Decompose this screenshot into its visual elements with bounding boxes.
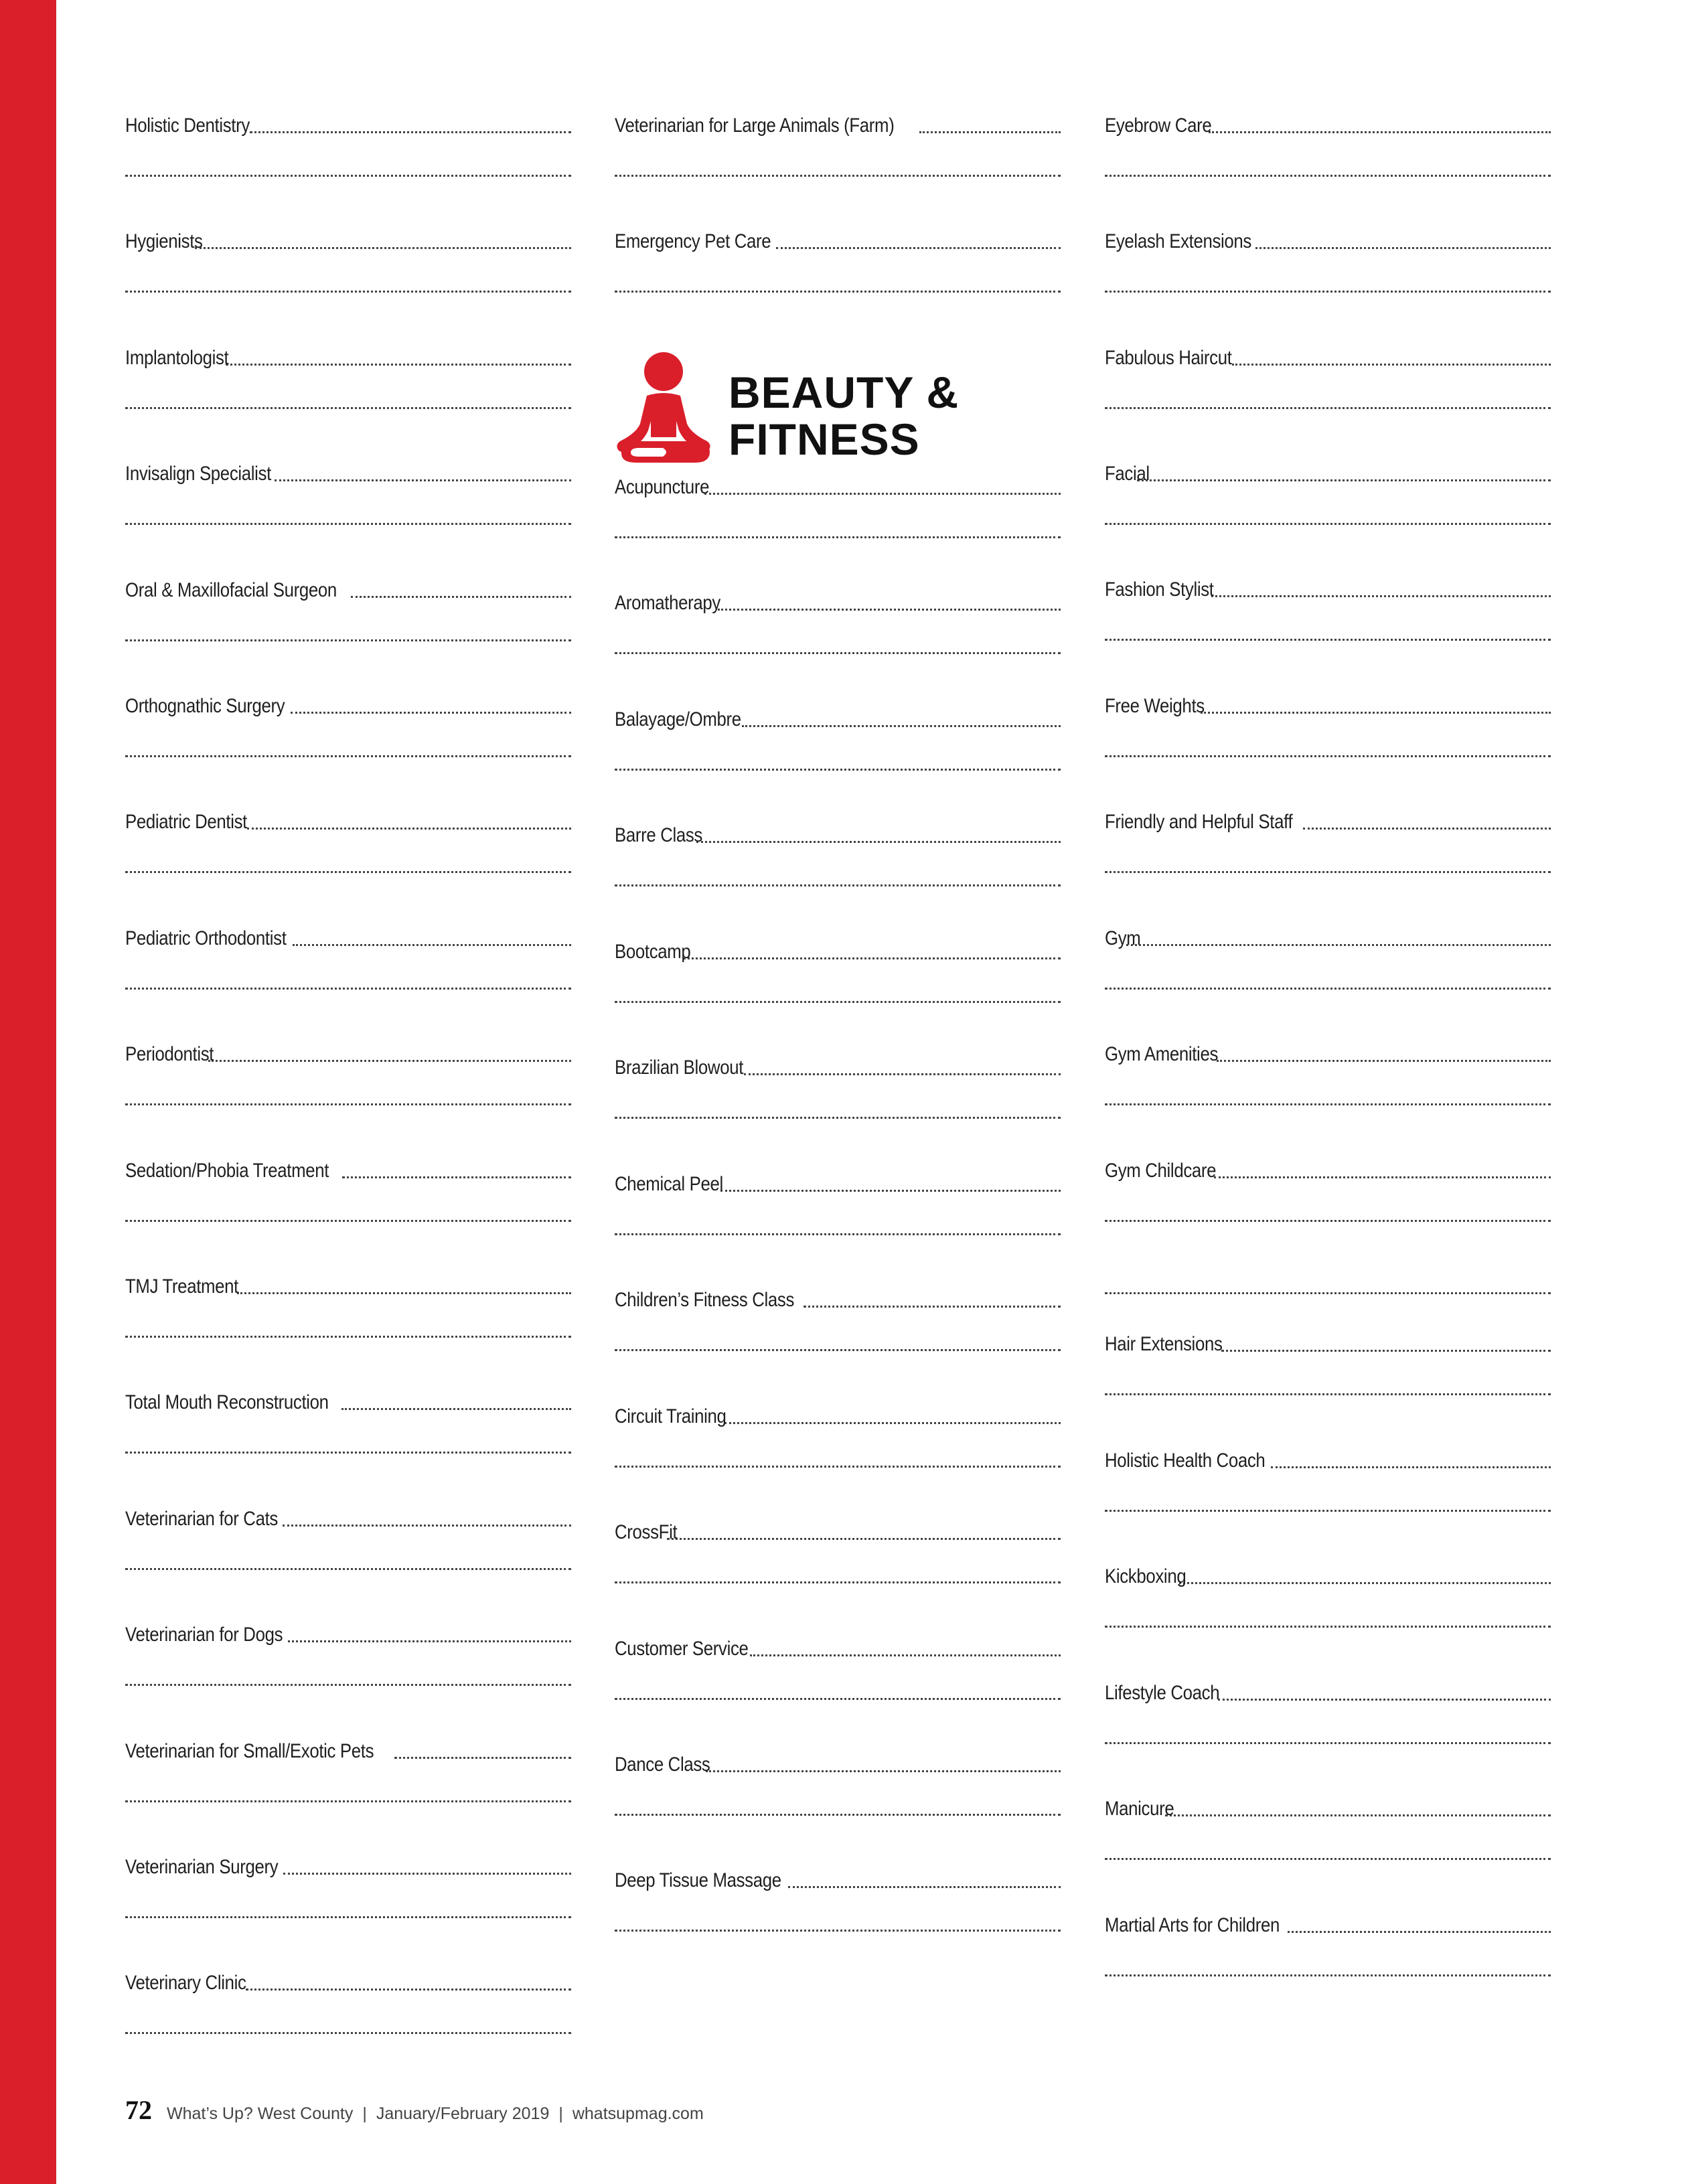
category-line xyxy=(125,1620,571,1646)
category-label: Veterinarian for Dogs xyxy=(125,1624,283,1646)
dotted-leader xyxy=(718,609,1061,611)
category-label: Brazilian Blowout xyxy=(615,1057,744,1079)
category-label: Sedation/Phobia Treatment xyxy=(125,1160,329,1182)
ballot-entry xyxy=(1105,1910,1551,1991)
answer-line[interactable] xyxy=(1105,407,1551,409)
category-label: Lifestyle Coach xyxy=(1105,1682,1220,1704)
dotted-leader xyxy=(1232,364,1551,366)
category-line xyxy=(615,1517,1061,1544)
dotted-leader xyxy=(291,712,571,714)
category-line xyxy=(125,1156,571,1182)
category-label: Emergency Pet Care xyxy=(615,230,771,252)
answer-line[interactable] xyxy=(615,1349,1061,1351)
answer-line[interactable] xyxy=(1105,871,1551,873)
category-line xyxy=(125,459,571,485)
category-label: Children’s Fitness Class xyxy=(615,1289,795,1311)
dotted-leader xyxy=(250,131,571,133)
ballot-entry xyxy=(125,1504,571,1584)
category-label: Eyelash Extensions xyxy=(1105,230,1251,252)
answer-line[interactable] xyxy=(1105,1742,1551,1744)
category-label: Dance Class xyxy=(615,1753,710,1776)
dotted-leader xyxy=(804,1306,1061,1308)
category-line xyxy=(1105,226,1551,253)
dotted-leader xyxy=(351,596,571,598)
ballot-entry xyxy=(615,472,1061,552)
ballot-entry xyxy=(125,459,571,539)
ballot-entry xyxy=(615,937,1061,1017)
category-label: Aromatherapy xyxy=(615,592,720,614)
dotted-leader xyxy=(1217,1060,1551,1062)
category-label: Holistic Dentistry xyxy=(125,114,250,137)
dotted-leader xyxy=(1126,944,1551,946)
category-label: Pediatric Orthodontist xyxy=(125,927,287,949)
category-label: Fashion Stylist xyxy=(1105,578,1214,601)
ballot-entry xyxy=(1105,1446,1551,1526)
ballot-entry xyxy=(125,343,571,423)
category-line xyxy=(125,1852,571,1879)
dotted-leader xyxy=(696,841,1061,843)
answer-line[interactable] xyxy=(615,536,1061,538)
dotted-leader xyxy=(683,957,1061,959)
answer-line[interactable] xyxy=(125,1684,571,1686)
answer-line[interactable] xyxy=(1105,291,1551,293)
answer-line[interactable] xyxy=(615,769,1061,771)
category-label: Barre Class xyxy=(615,824,702,846)
category-line xyxy=(125,1736,571,1763)
category-label: Facial xyxy=(1105,463,1150,485)
ballot-entry xyxy=(125,226,571,307)
dotted-leader xyxy=(247,828,571,830)
dotted-leader xyxy=(1214,1176,1551,1178)
ballot-entry xyxy=(1105,1561,1551,1642)
answer-line[interactable] xyxy=(1105,1220,1551,1222)
category-label: Total Mouth Reconstruction xyxy=(125,1391,329,1413)
category-line xyxy=(615,1865,1061,1892)
category-label: Implantologist xyxy=(125,347,229,369)
answer-line[interactable] xyxy=(1105,1626,1551,1628)
ballot-entry xyxy=(1105,459,1551,539)
ballot-entry xyxy=(1105,1794,1551,1874)
answer-line[interactable] xyxy=(125,291,571,293)
meditation-person-icon xyxy=(615,352,715,465)
answer-line[interactable] xyxy=(1105,988,1551,990)
answer-line[interactable] xyxy=(125,1452,571,1454)
category-label: CrossFit xyxy=(615,1521,678,1543)
category-line xyxy=(615,1169,1061,1196)
answer-line[interactable] xyxy=(1105,1103,1551,1105)
dotted-leader xyxy=(1201,712,1551,714)
category-line xyxy=(125,110,571,137)
ballot-entry xyxy=(125,1968,571,2048)
dotted-leader xyxy=(1288,1931,1551,1933)
dotted-leader xyxy=(208,1060,571,1062)
answer-line[interactable] xyxy=(1105,175,1551,177)
category-line xyxy=(1105,110,1551,137)
answer-line[interactable] xyxy=(1105,755,1551,757)
dotted-leader xyxy=(275,479,571,481)
category-line xyxy=(125,1039,571,1066)
dotted-leader xyxy=(744,1073,1061,1075)
answer-line[interactable] xyxy=(1105,1292,1551,1294)
dotted-leader xyxy=(776,247,1061,249)
category-label: Friendly and Helpful Staff xyxy=(1105,811,1293,833)
category-label: Veterinarian for Cats xyxy=(125,1508,278,1530)
dotted-leader xyxy=(1218,1699,1551,1701)
ballot-entry xyxy=(125,1271,571,1352)
category-label: Manicure xyxy=(1105,1798,1174,1820)
answer-line[interactable] xyxy=(615,1814,1061,1816)
category-line xyxy=(615,704,1061,731)
category-line xyxy=(615,1052,1061,1079)
category-line xyxy=(125,1504,571,1531)
ballot-entry xyxy=(615,1052,1061,1133)
category-line xyxy=(125,807,571,834)
category-line xyxy=(615,472,1061,499)
category-line xyxy=(615,1749,1061,1776)
category-line xyxy=(1105,1561,1551,1588)
category-label: Veterinarian Surgery xyxy=(125,1856,279,1878)
dotted-leader xyxy=(195,247,571,249)
dotted-leader xyxy=(293,944,571,946)
category-line xyxy=(1105,1329,1551,1356)
dotted-leader xyxy=(1165,1814,1551,1816)
category-label: Oral & Maxillofacial Surgeon xyxy=(125,579,337,601)
answer-line[interactable] xyxy=(125,1336,571,1338)
category-line xyxy=(1105,1039,1551,1066)
ballot-entry xyxy=(125,1039,571,1119)
ballot-entry xyxy=(1105,1678,1551,1758)
category-label: Invisalign Specialist xyxy=(125,463,271,485)
answer-line[interactable] xyxy=(125,639,571,641)
dotted-leader xyxy=(720,1190,1061,1192)
answer-line[interactable] xyxy=(125,2032,571,2034)
category-label: Pediatric Dentist xyxy=(125,811,247,833)
ballot-entry xyxy=(615,1634,1061,1714)
section-title xyxy=(729,369,959,463)
category-line xyxy=(1105,343,1551,370)
category-label: Chemical Peel xyxy=(615,1173,723,1195)
ballot-entry xyxy=(1105,110,1551,191)
category-line xyxy=(615,1285,1061,1312)
answer-line[interactable] xyxy=(125,988,571,990)
category-line xyxy=(615,1401,1061,1428)
category-label: Veterinarian for Small/Exotic Pets xyxy=(125,1740,374,1762)
category-line xyxy=(1105,807,1551,834)
dotted-leader xyxy=(283,1525,571,1527)
category-label: Free Weights xyxy=(1105,695,1205,717)
dotted-leader xyxy=(1303,828,1551,830)
category-label: Deep Tissue Massage xyxy=(615,1869,781,1891)
answer-line[interactable] xyxy=(1105,1510,1551,1512)
footer-separator: | xyxy=(558,2104,563,2123)
answer-line[interactable] xyxy=(615,1581,1061,1583)
dotted-leader xyxy=(226,364,572,366)
category-line xyxy=(1105,1156,1551,1182)
ballot-entry xyxy=(125,691,571,771)
ballot-entry xyxy=(125,923,571,1004)
dotted-leader xyxy=(1271,1466,1551,1468)
ballot-entry xyxy=(615,588,1061,668)
category-line xyxy=(1105,1794,1551,1820)
category-label: Orthognathic Surgery xyxy=(125,695,285,717)
answer-line[interactable] xyxy=(615,1466,1061,1468)
category-line xyxy=(125,1271,571,1298)
footer-separator: | xyxy=(362,2104,367,2123)
ballot-entry xyxy=(615,1169,1061,1249)
answer-line[interactable] xyxy=(615,1698,1061,1700)
ballot-entry xyxy=(125,1387,571,1468)
page-footer xyxy=(125,2094,704,2128)
ballot-entry xyxy=(125,1852,571,1932)
dotted-leader xyxy=(1179,1582,1551,1584)
answer-line[interactable] xyxy=(615,175,1061,177)
publication-name: What’s Up? West County xyxy=(167,2104,354,2123)
category-line xyxy=(1105,1910,1551,1937)
ballot-entry xyxy=(1105,1039,1551,1119)
dotted-leader xyxy=(237,1292,571,1294)
category-line xyxy=(615,110,1061,137)
answer-line[interactable] xyxy=(615,1233,1061,1235)
ballot-entry xyxy=(1105,226,1551,307)
category-label: Customer Service xyxy=(615,1638,749,1660)
dotted-leader xyxy=(1209,131,1551,133)
category-label: Veterinarian for Large Animals (Farm) xyxy=(615,114,895,137)
answer-line[interactable] xyxy=(125,407,571,409)
dotted-leader xyxy=(742,725,1061,727)
category-line xyxy=(1105,574,1551,601)
answer-line[interactable] xyxy=(1105,523,1551,525)
answer-line[interactable] xyxy=(615,1930,1061,1932)
ballot-entry xyxy=(615,110,1061,191)
category-label: Gym Amenities xyxy=(1105,1043,1219,1065)
category-line xyxy=(1105,691,1551,718)
dotted-leader xyxy=(724,1422,1061,1424)
answer-line[interactable] xyxy=(615,884,1061,886)
category-label: Gym xyxy=(1105,927,1141,949)
dotted-leader xyxy=(919,131,1061,133)
page-number: 72 xyxy=(125,2095,152,2125)
dotted-leader xyxy=(283,1873,572,1875)
ballot-entry xyxy=(1105,574,1551,655)
category-line xyxy=(615,226,1061,253)
dotted-leader xyxy=(342,1176,571,1178)
category-line xyxy=(615,937,1061,963)
category-label: Gym Childcare xyxy=(1105,1160,1217,1182)
category-line xyxy=(1105,923,1551,950)
ballot-entry xyxy=(615,1285,1061,1365)
answer-line[interactable] xyxy=(615,652,1061,654)
website: whatsupmag.com xyxy=(572,2104,704,2123)
ballot-entry xyxy=(125,1620,571,1700)
ballot-entry xyxy=(615,1517,1061,1597)
ballot-entry xyxy=(1105,691,1551,771)
category-label: Martial Arts for Children xyxy=(1105,1914,1280,1936)
category-label: Hygienists xyxy=(125,230,203,252)
category-label: Balayage/Ombre xyxy=(615,708,741,730)
category-label: TMJ Treatment xyxy=(125,1275,239,1298)
ballot-entry xyxy=(125,575,571,655)
dotted-leader xyxy=(704,493,1061,495)
category-line xyxy=(615,1634,1061,1660)
category-label: Periodontist xyxy=(125,1043,214,1065)
ballot-entry xyxy=(1105,1156,1551,1236)
issue-date: January/February 2019 xyxy=(376,2104,550,2123)
category-line xyxy=(125,226,571,253)
ballot-entry xyxy=(125,1736,571,1816)
category-label: Fabulous Haircut xyxy=(1105,347,1232,369)
answer-line[interactable] xyxy=(125,1220,571,1222)
category-line xyxy=(125,1387,571,1414)
ballot-entry xyxy=(1105,343,1551,423)
category-label: Bootcamp xyxy=(615,941,691,963)
answer-line[interactable] xyxy=(1105,1974,1551,1976)
dotted-leader xyxy=(706,1770,1061,1772)
answer-line[interactable] xyxy=(125,1916,571,1918)
dotted-leader xyxy=(341,1408,571,1410)
answer-line[interactable] xyxy=(125,755,571,757)
dotted-leader xyxy=(288,1640,571,1642)
category-label: Eyebrow Care xyxy=(1105,114,1212,137)
answer-line[interactable] xyxy=(125,523,571,525)
category-label: Circuit Training xyxy=(615,1405,727,1427)
category-label: Holistic Health Coach xyxy=(1105,1450,1266,1472)
answer-line[interactable] xyxy=(125,175,571,177)
section-title-line-1: BEAUTY & xyxy=(729,368,960,417)
ballot-entry xyxy=(125,807,571,887)
dotted-leader xyxy=(1221,1350,1551,1352)
ballot-entry xyxy=(125,1156,571,1236)
ballot-entry xyxy=(1105,1329,1551,1409)
ballot-entry xyxy=(125,110,571,191)
answer-line[interactable] xyxy=(1105,639,1551,641)
answer-line[interactable] xyxy=(125,1800,571,1802)
ballot-entry xyxy=(615,820,1061,901)
answer-line[interactable] xyxy=(125,1568,571,1570)
dotted-leader xyxy=(788,1886,1061,1888)
answer-line[interactable] xyxy=(1105,1858,1551,1860)
section-title-line-2: FITNESS xyxy=(729,414,920,464)
ballot-entry xyxy=(615,1865,1061,1946)
ballot-entry xyxy=(615,1749,1061,1830)
category-label: Hair Extensions xyxy=(1105,1333,1223,1355)
answer-line[interactable] xyxy=(615,1117,1061,1119)
dotted-leader xyxy=(1255,247,1551,249)
category-line xyxy=(1105,459,1551,485)
ballot-entry xyxy=(615,1401,1061,1482)
answer-line[interactable] xyxy=(125,1103,571,1105)
accent-bar xyxy=(0,0,56,2184)
category-label: Acupuncture xyxy=(615,476,710,498)
category-line xyxy=(1105,1446,1551,1472)
category-line xyxy=(125,343,571,370)
ballot-entry xyxy=(615,704,1061,785)
ballot-entry xyxy=(615,226,1061,307)
dotted-leader xyxy=(246,1988,571,1991)
category-line xyxy=(615,588,1061,615)
dotted-leader xyxy=(394,1757,571,1759)
beauty-fitness-section-header xyxy=(615,352,1061,465)
ballot-entry xyxy=(1105,923,1551,1004)
dotted-leader xyxy=(667,1538,1061,1540)
dotted-leader xyxy=(750,1654,1061,1656)
answer-line[interactable] xyxy=(1105,1393,1551,1395)
category-line xyxy=(615,820,1061,847)
dotted-leader xyxy=(1211,595,1551,597)
category-line xyxy=(125,1968,571,1995)
dotted-leader xyxy=(1137,479,1551,481)
category-line xyxy=(125,575,571,602)
category-line xyxy=(125,691,571,718)
category-label: Veterinary Clinic xyxy=(125,1972,246,1994)
category-label: Kickboxing xyxy=(1105,1565,1187,1587)
answer-line[interactable] xyxy=(615,291,1061,293)
answer-line[interactable] xyxy=(615,1001,1061,1003)
ballot-entry xyxy=(1105,807,1551,887)
answer-line[interactable] xyxy=(125,871,571,873)
category-line xyxy=(125,923,571,950)
category-line xyxy=(1105,1678,1551,1705)
